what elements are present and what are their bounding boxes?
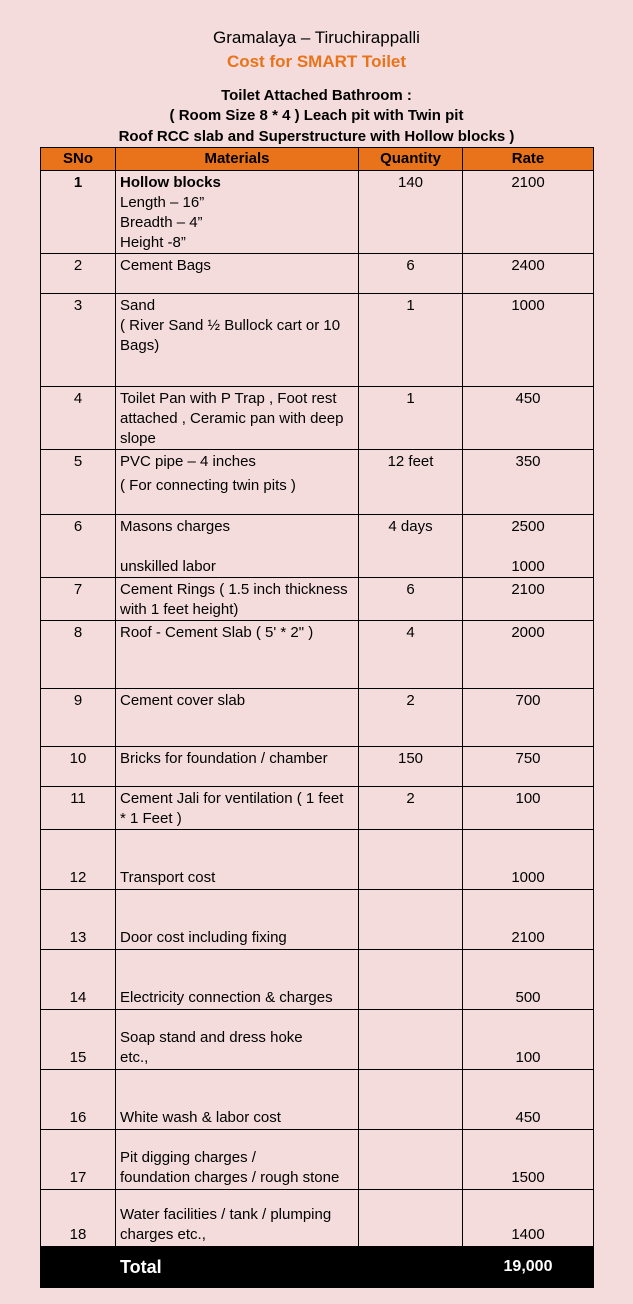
material-line: Cement Bags	[120, 257, 211, 274]
table-row	[41, 830, 594, 890]
material-line: Length – 16”	[120, 194, 205, 211]
row-sno: 1	[41, 171, 116, 254]
material-line: Sand	[120, 297, 156, 314]
row-sno: 17	[41, 1130, 116, 1190]
column-header-rate: Rate	[463, 148, 594, 171]
row-rate: 500	[463, 950, 594, 1010]
row-material	[116, 1130, 359, 1190]
row-quantity: 150	[359, 747, 463, 787]
row-rate: 2400	[463, 254, 594, 294]
material-line: PVC pipe – 4 inches	[120, 453, 256, 470]
row-rate: 2100	[463, 578, 594, 621]
material-line: Pit digging charges /	[120, 1149, 256, 1166]
material-line: Electricity connection & charges	[120, 989, 333, 1006]
row-sno: 8	[41, 621, 116, 689]
row-quantity: 2	[359, 689, 463, 747]
row-material	[116, 578, 359, 621]
material-line: charges etc.,	[120, 1226, 206, 1243]
material-line: White wash & labor cost	[120, 1109, 281, 1126]
row-rate: 1000	[463, 294, 594, 387]
row-quantity: 4 days	[359, 515, 463, 578]
row-rate	[463, 515, 594, 578]
material-line: Hollow blocks	[120, 174, 221, 191]
subtitle-line-3: Roof RCC slab and Superstructure with Hollow blocks )	[118, 128, 515, 145]
row-quantity: 2	[359, 787, 463, 830]
material-line: ( River Sand ½ Bullock cart or 10	[120, 317, 341, 334]
row-quantity: 6	[359, 578, 463, 621]
column-header-sno: SNo	[41, 148, 116, 171]
material-line: Cement Rings ( 1.5 inch thickness	[120, 581, 348, 598]
table-row	[41, 294, 594, 387]
row-quantity: 12 feet	[359, 450, 463, 515]
total-spacer	[359, 1247, 463, 1288]
row-material	[116, 1070, 359, 1130]
table-header-row	[41, 148, 594, 171]
row-rate: 2000	[463, 621, 594, 689]
table-row	[41, 1130, 594, 1190]
material-spacer	[120, 537, 355, 557]
row-rate: 700	[463, 689, 594, 747]
material-line: Water facilities / tank / plumping	[120, 1206, 332, 1223]
material-line: Breadth – 4”	[120, 214, 203, 231]
row-rate: 100	[463, 1010, 594, 1070]
row-material	[116, 1010, 359, 1070]
row-quantity: 140	[359, 171, 463, 254]
row-rate: 750	[463, 747, 594, 787]
total-amount: 19,000	[463, 1247, 594, 1288]
row-material	[116, 1190, 359, 1247]
row-sno: 5	[41, 450, 116, 515]
row-rate: 1000	[463, 830, 594, 890]
row-material	[116, 830, 359, 890]
row-sno: 14	[41, 950, 116, 1010]
row-quantity	[359, 1070, 463, 1130]
row-quantity: 1	[359, 294, 463, 387]
row-sno: 10	[41, 747, 116, 787]
total-row	[41, 1247, 594, 1288]
rate-line: 1000	[511, 558, 545, 575]
row-material	[116, 890, 359, 950]
rate-spacer	[463, 537, 593, 557]
material-line: Masons charges	[120, 518, 231, 535]
row-quantity: 6	[359, 254, 463, 294]
row-sno: 12	[41, 830, 116, 890]
table-row	[41, 787, 594, 830]
row-sno: 18	[41, 1190, 116, 1247]
material-line: unskilled labor	[120, 558, 216, 575]
table-row	[41, 515, 594, 578]
row-quantity	[359, 890, 463, 950]
row-quantity	[359, 1190, 463, 1247]
material-line: Cement Jali for ventilation ( 1 feet	[120, 790, 344, 807]
table-row	[41, 1010, 594, 1070]
row-rate: 2100	[463, 171, 594, 254]
material-line: with 1 feet height)	[120, 601, 239, 618]
row-quantity	[359, 1010, 463, 1070]
row-material	[116, 747, 359, 787]
total-label: Total	[116, 1247, 359, 1288]
subtitle-line-2: ( Room Size 8 * 4 ) Leach pit with Twin pit	[169, 107, 464, 124]
row-rate: 450	[463, 1070, 594, 1130]
row-sno: 16	[41, 1070, 116, 1130]
row-quantity	[359, 950, 463, 1010]
table-row	[41, 387, 594, 450]
row-material	[116, 515, 359, 578]
row-quantity: 1	[359, 387, 463, 450]
row-sno: 7	[41, 578, 116, 621]
material-line: Door cost including fixing	[120, 929, 287, 946]
material-line: * 1 Feet )	[120, 810, 182, 827]
row-sno: 11	[41, 787, 116, 830]
row-material	[116, 387, 359, 450]
organization-name: Gramalaya – Tiruchirappalli	[213, 28, 420, 47]
material-line: Cement cover slab	[120, 692, 246, 709]
table-row	[41, 254, 594, 294]
table-row	[41, 950, 594, 1010]
cost-table	[40, 147, 594, 1288]
material-line: foundation charges / rough stone	[120, 1169, 340, 1186]
row-sno: 3	[41, 294, 116, 387]
material-line: Height -8”	[120, 234, 186, 251]
subtitle-line-1: Toilet Attached Bathroom :	[221, 87, 412, 104]
table-row	[41, 689, 594, 747]
material-line: Transport cost	[120, 869, 216, 886]
row-sno: 15	[41, 1010, 116, 1070]
material-line: Bricks for foundation / chamber	[120, 750, 328, 767]
row-material	[116, 450, 359, 515]
column-header-materials: Materials	[116, 148, 359, 171]
table-row	[41, 171, 594, 254]
material-line: ( For connecting twin pits )	[120, 477, 296, 494]
row-sno: 13	[41, 890, 116, 950]
rate-line: 2500	[511, 518, 545, 535]
row-sno: 2	[41, 254, 116, 294]
row-sno: 6	[41, 515, 116, 578]
row-rate: 1400	[463, 1190, 594, 1247]
page-title: Cost for SMART Toilet	[226, 52, 407, 71]
column-header-quantity: Quantity	[359, 148, 463, 171]
table-row	[41, 890, 594, 950]
row-material	[116, 950, 359, 1010]
material-line: attached , Ceramic pan with deep	[120, 410, 344, 427]
material-line: etc.,	[120, 1049, 149, 1066]
row-quantity: 4	[359, 621, 463, 689]
row-material	[116, 294, 359, 387]
table-row	[41, 1070, 594, 1130]
row-rate: 2100	[463, 890, 594, 950]
table-row	[41, 578, 594, 621]
row-material	[116, 689, 359, 747]
row-material	[116, 171, 359, 254]
table-row	[41, 450, 594, 515]
material-line: Roof - Cement Slab ( 5' * 2" )	[120, 624, 314, 641]
row-sno: 4	[41, 387, 116, 450]
material-line: Bags)	[120, 337, 160, 354]
total-spacer	[41, 1247, 116, 1288]
row-rate: 1500	[463, 1130, 594, 1190]
row-material	[116, 254, 359, 294]
row-material	[116, 621, 359, 689]
row-rate: 450	[463, 387, 594, 450]
table-row	[41, 747, 594, 787]
material-line: Soap stand and dress hoke	[120, 1029, 303, 1046]
material-line: Toilet Pan with P Trap , Foot rest	[120, 390, 337, 407]
row-rate: 350	[463, 450, 594, 515]
row-rate: 100	[463, 787, 594, 830]
row-quantity	[359, 1130, 463, 1190]
material-line: slope	[120, 430, 156, 447]
table-row	[41, 1190, 594, 1247]
row-material	[116, 787, 359, 830]
row-sno: 9	[41, 689, 116, 747]
row-quantity	[359, 830, 463, 890]
table-row	[41, 621, 594, 689]
